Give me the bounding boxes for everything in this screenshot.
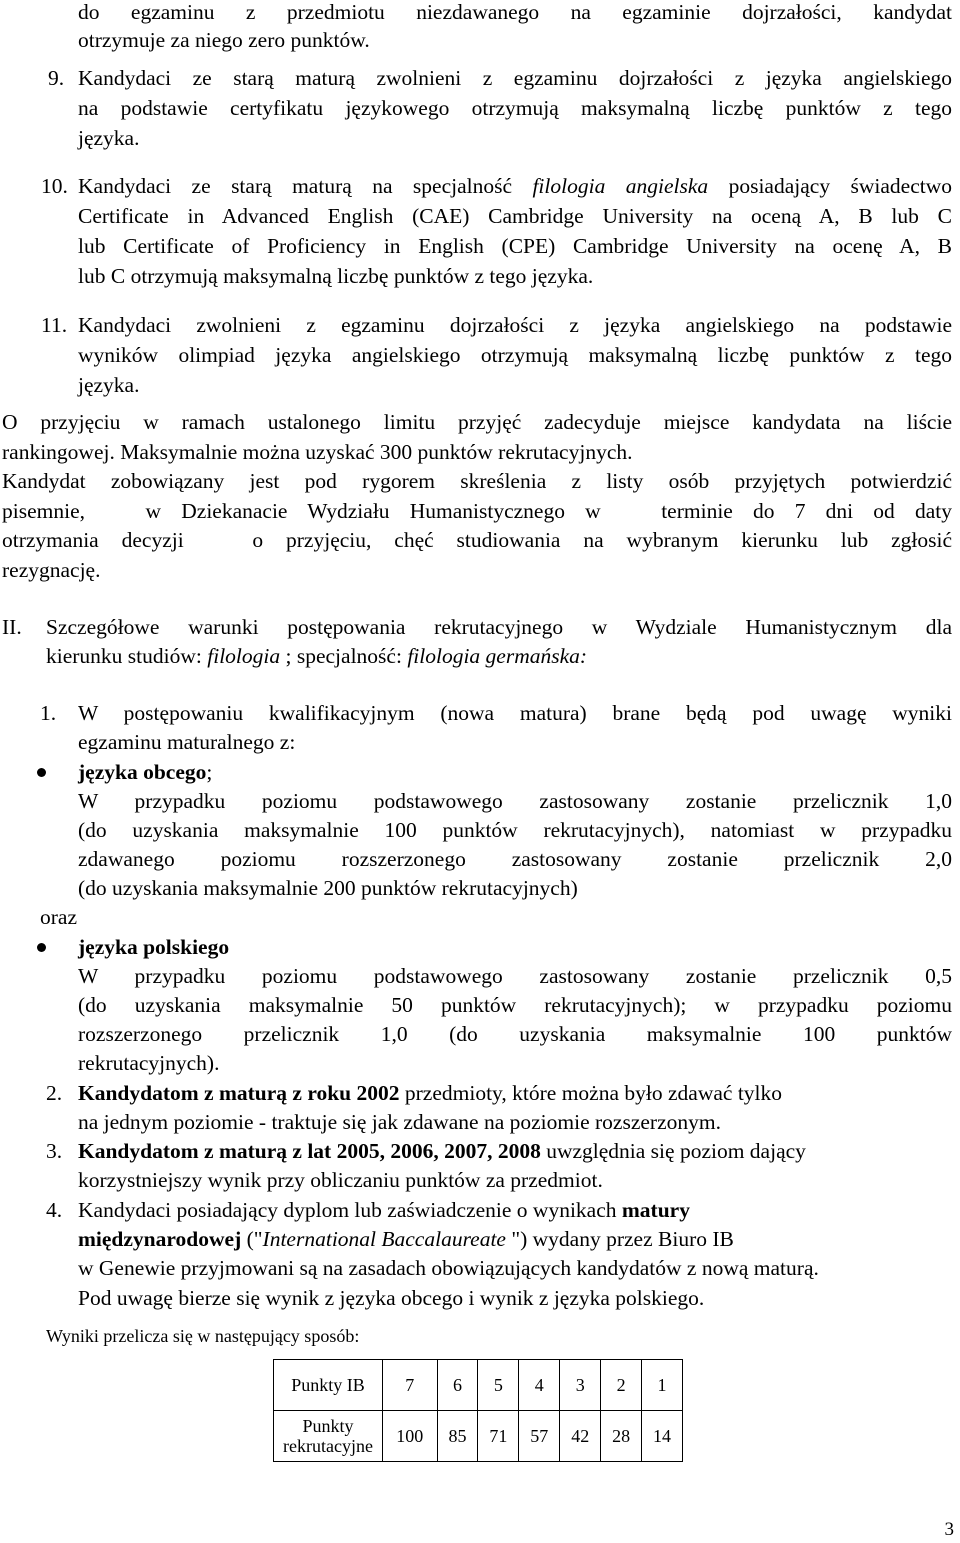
- item-11-line-1: Kandydaci zwolnieni z egzaminu dojrzałości z języka angielskiego na podstawie: [78, 313, 952, 337]
- list-item-1-number: 1.: [40, 701, 57, 725]
- item-9-line-3: języka.: [78, 126, 140, 150]
- item-10-line-1: [78, 172, 952, 200]
- item-10-number: 10.: [41, 174, 68, 198]
- continuation-line-2: otrzymuje za niego zero punktów.: [78, 28, 370, 52]
- list-item-1-line-1: W postępowaniu kwalifikacyjnym (nowa matura) brane będą pod uwagę wyniki: [78, 701, 952, 725]
- list-item-3-line-1: [78, 1137, 806, 1165]
- item-11-line-3: języka.: [78, 373, 140, 397]
- row-2-label-b: rekrutacyjne: [283, 1436, 373, 1456]
- ib-conversion-table: [273, 1359, 683, 1462]
- table-cell: 14: [642, 1411, 683, 1462]
- bullet-2-line-4: rekrutacyjnych).: [78, 1051, 220, 1075]
- list-item-4-ib-name: International Baccalaureate: [262, 1227, 506, 1251]
- item-10-text-a: Kandydaci ze starą maturą na specjalność: [78, 174, 533, 198]
- table-cell: 6: [437, 1360, 478, 1411]
- section-2-title-line-1: Szczegółowe warunki postępowania rekrutacyjnego w Wydziale Humanistycznym dla: [46, 615, 952, 639]
- table-cell: 7: [383, 1360, 438, 1411]
- bullet-1-line-2: (do uzyskania maksymalnie 100 punktów rekrutacyjnych), natomiast w przypadku: [78, 818, 952, 842]
- table-cell: 1: [642, 1360, 683, 1411]
- table-cell: 57: [519, 1411, 560, 1462]
- section-2-number: II.: [2, 615, 22, 639]
- list-item-2-number: 2.: [46, 1081, 63, 1105]
- table-row: [274, 1360, 683, 1411]
- table-cell: 71: [478, 1411, 519, 1462]
- list-item-4-number: 4.: [46, 1198, 63, 1222]
- section-2-specialty-label: ; specjalność:: [280, 644, 408, 668]
- table-row: [274, 1411, 683, 1462]
- list-item-4-quote-close: ") wydany przez Biuro IB: [505, 1227, 734, 1251]
- list-item-2-rest: przedmioty, które można było zdawać tylko: [399, 1081, 783, 1105]
- section-2-field: filologia: [207, 644, 281, 668]
- section-2-title-line-2: [46, 642, 587, 670]
- list-item-3-line-2: korzystniejszy wynik przy obliczaniu punktów za przedmiot.: [78, 1168, 603, 1192]
- list-item-4-text: Kandydaci posiadający dyplom lub zaświadczenie o wynikach: [78, 1198, 622, 1222]
- list-item-4-line-3: w Genewie przyjmowani są na zasadach obowiązujących kandydatów z nową maturą.: [78, 1256, 819, 1280]
- item-9-line-1: Kandydaci ze starą maturą zwolnieni z egzaminu dojrzałości z języka angielskiego: [78, 66, 952, 90]
- list-item-4-line-1: [78, 1196, 690, 1224]
- item-9-line-2: na podstawie certyfikatu językowego otrzymują maksymalną liczbę punktów z tego: [78, 96, 952, 120]
- row-1-label: Punkty IB: [274, 1360, 383, 1411]
- bullet-1-semicolon: ;: [206, 760, 213, 784]
- list-item-4-bold-b: międzynarodowej: [78, 1227, 242, 1251]
- list-item-4-line-2: [78, 1225, 734, 1253]
- bullet-icon: [37, 768, 46, 777]
- item-11-number: 11.: [41, 313, 68, 337]
- table-cell: 85: [437, 1411, 478, 1462]
- row-2-label-a: Punkty: [302, 1416, 354, 1436]
- table-cell: 4: [519, 1360, 560, 1411]
- list-item-3-bold: Kandydatom z maturą z lat 2005, 2006, 2007, 2008: [78, 1139, 541, 1163]
- item-10-line-2: Certificate in Advanced English (CAE) Cambridge University na oceną A, B lub C: [78, 204, 952, 228]
- list-item-3-rest: uwzględnia się poziom dający: [540, 1139, 806, 1163]
- paragraph-2-line-2: pisemnie, w Dziekanacie Wydziału Humanistycznego w terminie do 7 dni od daty: [2, 499, 952, 523]
- item-9-number: 9.: [48, 66, 65, 90]
- list-item-1-line-2: egzaminu maturalnego z:: [78, 730, 296, 754]
- table-cell: 3: [560, 1360, 601, 1411]
- list-item-2-line-1: [78, 1079, 782, 1107]
- list-item-2-bold: Kandydatom z maturą z roku 2002: [78, 1081, 400, 1105]
- oraz-text: oraz: [40, 905, 77, 929]
- table-cell: 42: [560, 1411, 601, 1462]
- list-item-3-number: 3.: [46, 1139, 63, 1163]
- bullet-1-heading-text: języka obcego: [78, 760, 207, 784]
- item-10-line-3: lub Certificate of Proficiency in English (CPE) Cambridge University na ocenę A, B: [78, 234, 952, 258]
- section-2-specialty: filologia germańska:: [407, 644, 588, 668]
- paragraph-2-line-1: Kandydat zobowiązany jest pod rygorem skreślenia z listy osób przyjętych potwierdzić: [2, 469, 952, 493]
- bullet-2-line-2: (do uzyskania maksymalnie 50 punktów rekrutacyjnych); w przypadku poziomu: [78, 993, 952, 1017]
- table-cell: 100: [383, 1411, 438, 1462]
- item-10-line-4: lub C otrzymują maksymalną liczbę punktów z tego języka.: [78, 264, 594, 288]
- continuation-line-1: do egzaminu z przedmiotu niezdawanego na egzaminie dojrzałości, kandydat: [78, 0, 952, 24]
- item-10-specialty: filologia angielska: [532, 174, 709, 198]
- list-item-2-line-2: na jednym poziomie - traktuje się jak zdawane na poziomie rozszerzonym.: [78, 1110, 721, 1134]
- list-item-4-line-4: Pod uwagę bierze się wynik z języka obcego i wynik z języka polskiego.: [78, 1286, 705, 1310]
- item-11-line-2: wyników olimpiad języka angielskiego otrzymują maksymalną liczbę punktów z tego: [78, 343, 952, 367]
- bullet-1-line-4: (do uzyskania maksymalnie 200 punktów rekrutacyjnych): [78, 876, 578, 900]
- paragraph-1-line-1: O przyjęciu w ramach ustalonego limitu przyjęć zadecyduje miejsce kandydata na liście: [2, 410, 952, 434]
- page-number: 3: [944, 1519, 954, 1540]
- paragraph-1-line-2: rankingowej. Maksymalnie można uzyskać 300 punktów rekrutacyjnych.: [2, 440, 633, 464]
- table-cell: 2: [601, 1360, 642, 1411]
- bullet-1-line-1: W przypadku poziomu podstawowego zastosowany zostanie przelicznik 1,0: [78, 789, 952, 813]
- paragraph-2-line-4: rezygnację.: [2, 558, 101, 582]
- list-item-4-quote-open: (": [241, 1227, 263, 1251]
- bullet-icon: [37, 943, 46, 952]
- bullet-1-line-3: zdawanego poziomu rozszerzonego zastosowany zostanie przelicznik 2,0: [78, 847, 952, 871]
- row-2-label: [274, 1411, 383, 1462]
- list-item-4-bold-a: matury: [621, 1198, 690, 1222]
- paragraph-2-line-3: otrzymania decyzji o przyjęciu, chęć studiowania na wybranym kierunku lub zgłosić: [2, 528, 952, 552]
- item-10-text-b: posiadający świadectwo: [708, 174, 952, 198]
- bullet-2-line-3: rozszerzonego przelicznik 1,0 (do uzyskania maksymalnie 100 punktów: [78, 1022, 952, 1046]
- bullet-2-line-1: W przypadku poziomu podstawowego zastosowany zostanie przelicznik 0,5: [78, 964, 952, 988]
- table-cell: 5: [478, 1360, 519, 1411]
- conversion-intro: Wyniki przelicza się w następujący sposób:: [46, 1326, 360, 1346]
- bullet-2-heading: języka polskiego: [78, 935, 230, 959]
- table-cell: 28: [601, 1411, 642, 1462]
- bullet-1-heading: [78, 758, 212, 786]
- section-2-field-label: kierunku studiów:: [46, 644, 208, 668]
